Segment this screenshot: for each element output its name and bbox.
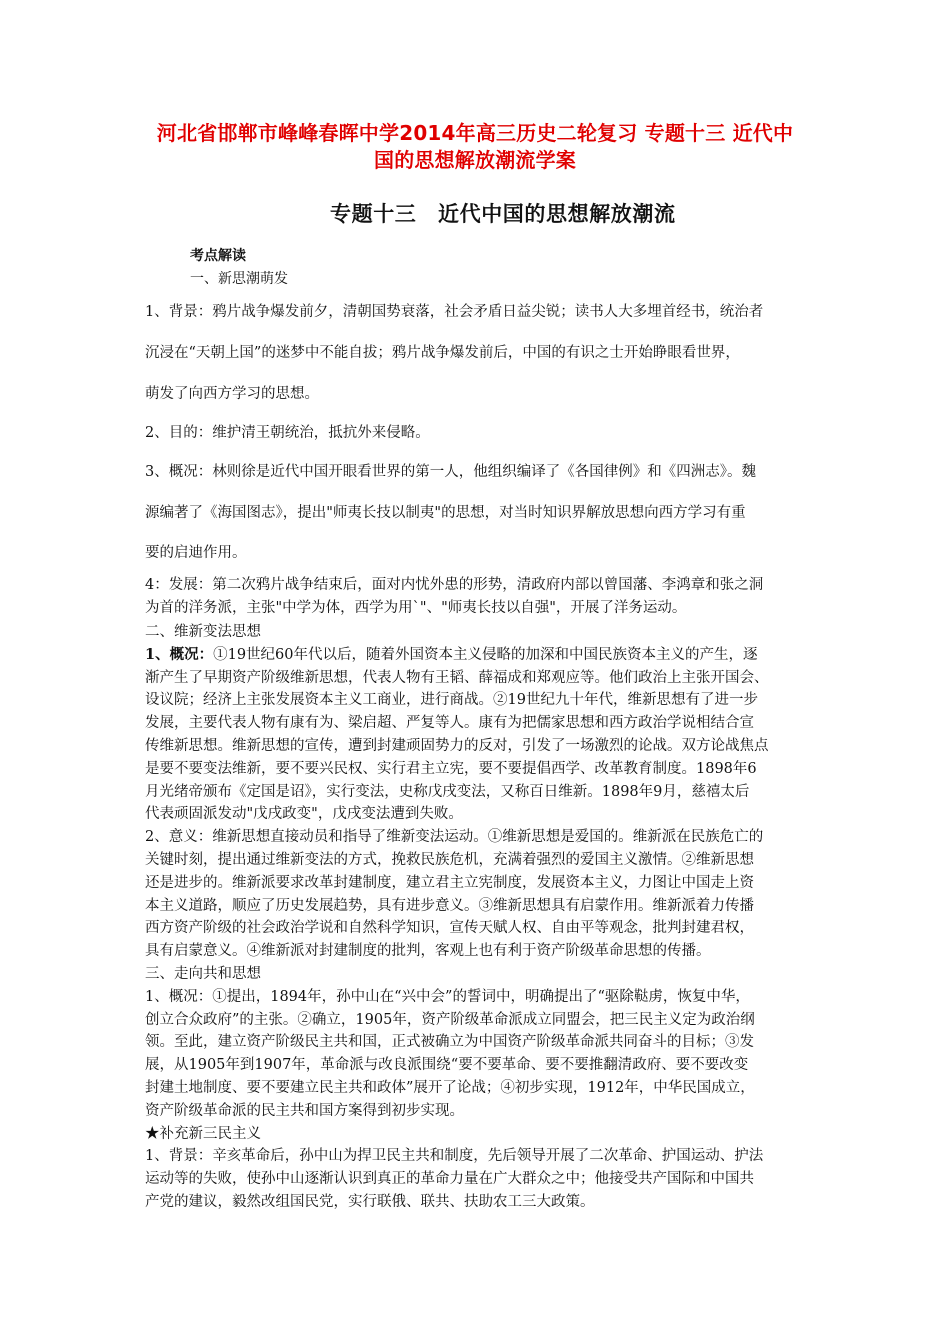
text-line: 资产阶级革命派的民主共和国方案得到初步实现。: [145, 1102, 464, 1119]
text-line: 还是进步的。维新派要求改革封建制度，建立君主立宪制度，发展资本主义，力图让中国走上资: [145, 874, 754, 891]
text-line: 4：发展：第二次鸦片战争结束后，面对内忧外患的形势，清政府内部以曾国藩、李鸿章和张之洞: [145, 577, 764, 593]
text-line: 1、背景：鸦片战争爆发前夕，清朝国势衰落，社会矛盾日益尖锐；读书人大多埋首经书，统治者: [145, 304, 764, 320]
document-title: [95, 120, 855, 174]
text-line: 传维新思想。维新思想的宣传，遭到封建顽固势力的反对，引发了一场激烈的论战。双方论战焦点: [145, 737, 769, 754]
section2-heading: 二、维新变法思想: [145, 624, 261, 640]
text-line: 封建土地制度、要不要建立民主共和政体”展开了论战；④初步实现，1912年，中华民国成立，: [145, 1079, 755, 1096]
text-line: 产党的建议，毅然改组国民党，实行联俄、联共、扶助农工三大政策。: [145, 1193, 595, 1210]
text-line: 萌发了向西方学习的思想。: [145, 386, 319, 402]
text-line: 领。至此，建立资产阶级民主共和国，正式被确立为中国资产阶级革命派共同奋斗的目标；③发: [145, 1034, 754, 1051]
section1-heading: 一、新思潮萌发: [190, 271, 288, 287]
text-line: 2、意义：维新思想直接动员和指导了维新变法运动。①维新思想是爱国的。维新派在民族危亡的: [145, 829, 764, 846]
text-line: 西方资产阶级的社会政治学说和自然科学知识，宣传天赋人权、自由平等观念，批判封建君权，: [145, 920, 754, 937]
section2: [145, 621, 863, 1214]
title-line: 河北省邯郸市峰峰春晖中学2014年高三历史二轮复习 专题十三 近代中: [156, 121, 794, 145]
text-line: 运动等的失败，使孙中山逐渐认识到真正的革命力量在广大群众之中；他接受共产国际和中国共: [145, 1171, 754, 1188]
text-line: 本主义道路，顺应了历史发展趋势，具有进步意义。③维新思想具有启蒙作用。维新派着力传播: [145, 897, 754, 914]
text-line: 设议院；经济上主张发展资本主义工商业，进行商战。②19世纪九十年代，维新思想有了进一步: [145, 692, 758, 709]
text-line: 发展，主要代表人物有康有为、梁启超、严复等人。康有为把儒家思想和西方政治学说相结合宣: [145, 715, 754, 732]
topic-heading: 专题十三 近代中国的思想解放潮流: [330, 202, 676, 226]
text-line: 2、目的：维护清王朝统治，抵抗外来侵略。: [145, 425, 430, 441]
text-line: 要的启迪作用。: [145, 545, 247, 561]
text-line: 创立合众政府”的主张。②确立，1905年，资产阶级革命派成立同盟会，把三民主义定为政治纲: [145, 1011, 755, 1028]
title-line: 国的思想解放潮流学案: [374, 148, 576, 172]
text-line: 3、概况：林则徐是近代中国开眼看世界的第一人，他组织编译了《各国律例》和《四洲志》。魏: [145, 464, 756, 480]
text-line: 1、概况：①提出，1894年，孙中山在“兴中会”的誓词中，明确提出了“驱除鞑虏，恢复中华，: [145, 988, 750, 1005]
text-line: 渐产生了早期资产阶级维新思想，代表人物有王韬、薛福成和郑观应等。他们政治上主张开国会、: [145, 669, 769, 686]
section1-goal: [145, 421, 863, 442]
text-line: 月光绪帝颁布《定国是诏》，实行变法，史称戊戌变法，又称百日维新。1898年9月，慈禧太后: [145, 783, 750, 800]
text-line: 代表顽固派发动"戊戌政变"，戊戌变法遭到失败。: [145, 806, 463, 823]
text-line: 展，从1905年到1907年，革命派与改良派围绕“要不要革命、要不要推翻清政府、要不要改变: [145, 1057, 749, 1074]
overview-label: 1、概况：: [145, 645, 214, 663]
text-line: 源编著了《海国图志》，提出"师夷长技以制夷"的思想，对当时知识界解放思想向西方学习有重: [145, 505, 746, 521]
text-line: 1、背景：辛亥革命后，孙中山为捍卫民主共和制度，先后领导开展了二次革命、护国运动、护法: [145, 1148, 764, 1165]
text-line: 为首的洋务派，主张"中学为体，西学为用`"、"师夷长技以自强"，开展了洋务运动。: [145, 599, 687, 616]
text-line: 具有启蒙意义。④维新派对封建制度的批判，客观上也有利于资产阶级革命思想的传播。: [145, 943, 711, 960]
section3-heading: 三、走向共和思想: [145, 965, 261, 982]
supplement-heading: ★补充新三民主义: [145, 1125, 261, 1142]
kaodian-label: 考点解读: [190, 248, 246, 264]
text-line: 是要不要变法维新，要不要兴民权、实行君主立宪，要不要提倡西学、改革教育制度。1898年6: [145, 760, 757, 777]
section1-development: [145, 574, 863, 620]
text-line: 沉浸在“天朝上国”的迷梦中不能自拔；鸦片战争爆发前后，中国的有识之士开始睁眼看世界，: [145, 345, 740, 361]
text-line: 1、概况：①19世纪60年代以后，随着外国资本主义侵略的加深和中国民族资本主义的产生，逐: [145, 645, 758, 663]
text-line: 关键时刻，提出通过维新变法的方式，挽救民族危机，充满着强烈的爱国主义激情。②维新思想: [145, 851, 754, 868]
